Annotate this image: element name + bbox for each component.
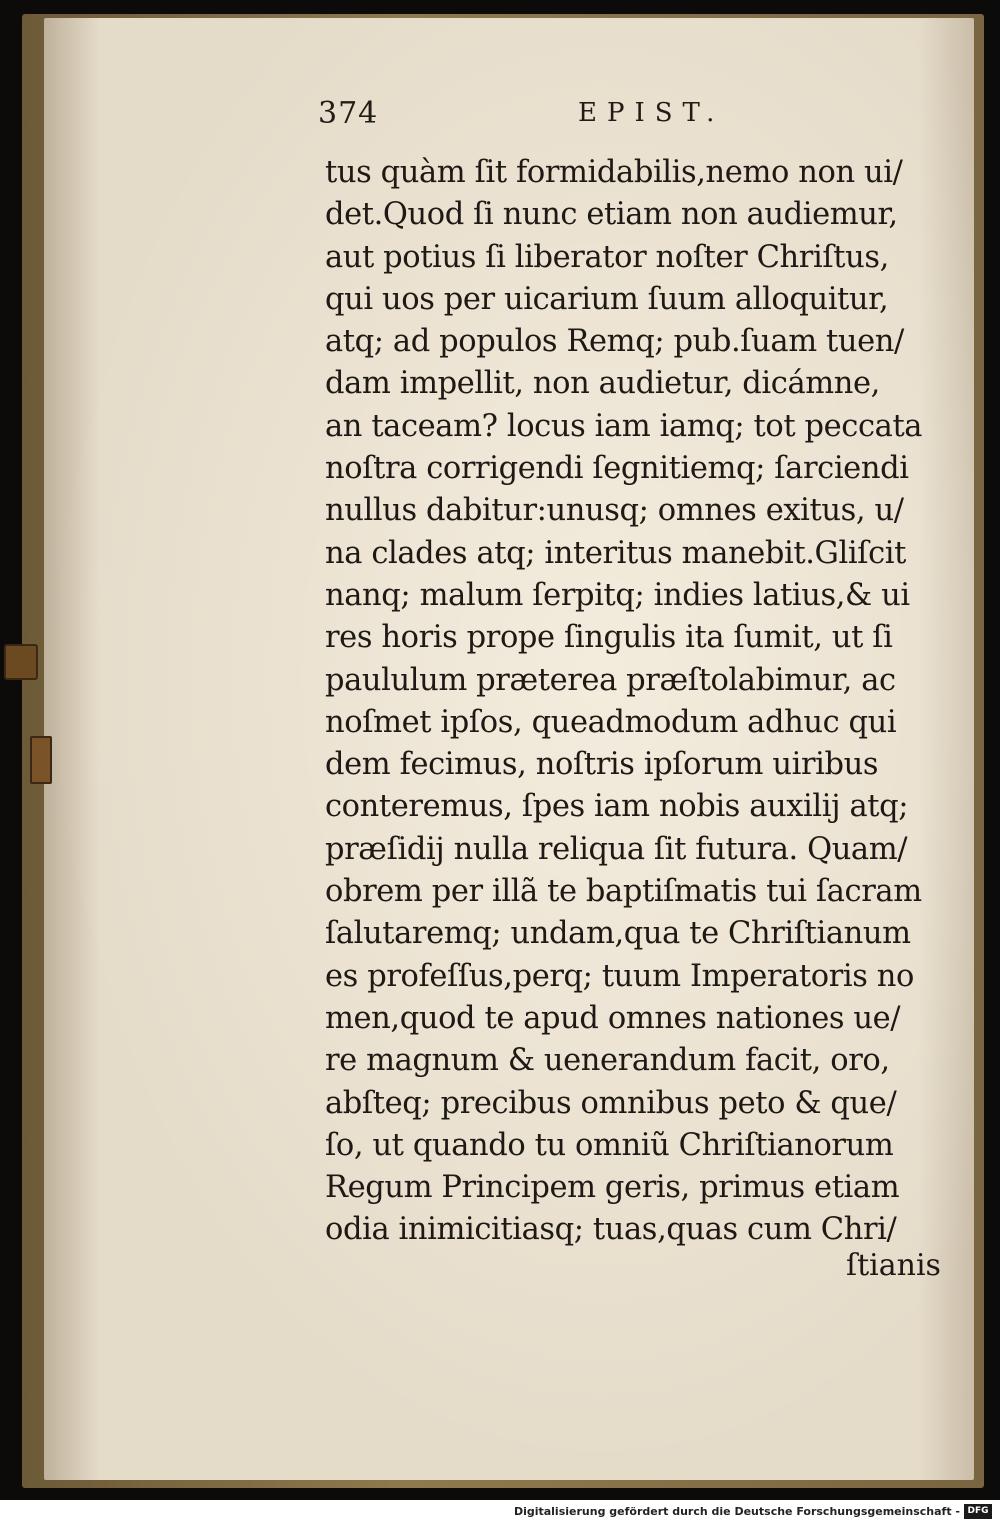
text-line: paululum præterea præſtolabimur, ac [325,662,896,698]
catchword: ſtianis [846,1248,941,1283]
text-line: atq; ad populos Remq; pub.ſuam tuen/ [325,324,904,360]
text-line: qui uos per uicarium ſuum alloquitur, [325,281,889,317]
text-line: abſteq; precibus omnibus peto & que/ [325,1085,897,1121]
text-line: es profeſſus,perq; tuum Imperatoris no [325,958,914,994]
body-text [325,152,965,1252]
running-head: EPIST. [578,98,725,128]
text-line: odia inimicitiasq; tuas,quas cum Chri/ [325,1212,897,1248]
book-tab [30,736,52,784]
text-line: na clades atq; interitus manebit.Gliſcit [325,535,906,571]
text-line: dam impellit, non audietur, dicámne, [325,366,880,402]
text-line: dem fecimus, noſtris ipſorum uiribus [325,747,879,783]
book-clasp [4,644,38,680]
page-number: 374 [318,96,379,131]
text-line: res horis prope ſingulis ita ſumit, ut ſi [325,620,893,656]
text-line: tus quàm ſit formidabilis,nemo non ui/ [325,155,903,190]
text-line: conteremus, ſpes iam nobis auxilij atq; [325,789,909,825]
text-line: nullus dabitur:unusq; omnes exitus, u/ [325,493,904,529]
text-line: ſalutaremq; undam,qua te Chriſtianum [325,916,911,952]
text-line: obrem per illã te baptiſmatis tui ſacram [325,874,922,910]
text-line: noſtra corrigendi ſegnitiemq; ſarciendi [325,451,909,487]
footer-bar [0,1500,1000,1524]
dfg-logo-icon: DFG [964,1504,992,1519]
funding-credit: Digitalisierung gefördert durch die Deutsche Forschungsgemeinschaft - [513,1505,960,1518]
text-line: det.Quod ſi nunc etiam non audiemur, [325,197,898,233]
page-header [318,96,958,140]
text-line: noſmet ipſos, queadmodum adhuc qui [325,704,897,740]
text-line: re magnum & uenerandum facit, oro, [325,1043,890,1079]
text-line: Regum Principem geris, primus etiam [325,1170,900,1206]
text-line: aut potius ſi liberator noſter Chriſtus, [325,239,889,275]
text-line: men,quod te apud omnes nationes ue/ [325,1000,901,1036]
text-line: præſidij nulla reliqua ſit futura. Quam/ [325,831,908,867]
text-line: nanq; malum ſerpitq; indies latius,& ui [325,577,910,613]
text-line: an taceam? locus iam iamq; tot peccata [325,408,923,444]
text-line: ſo, ut quando tu omniũ Chriſtianorum [325,1127,894,1163]
